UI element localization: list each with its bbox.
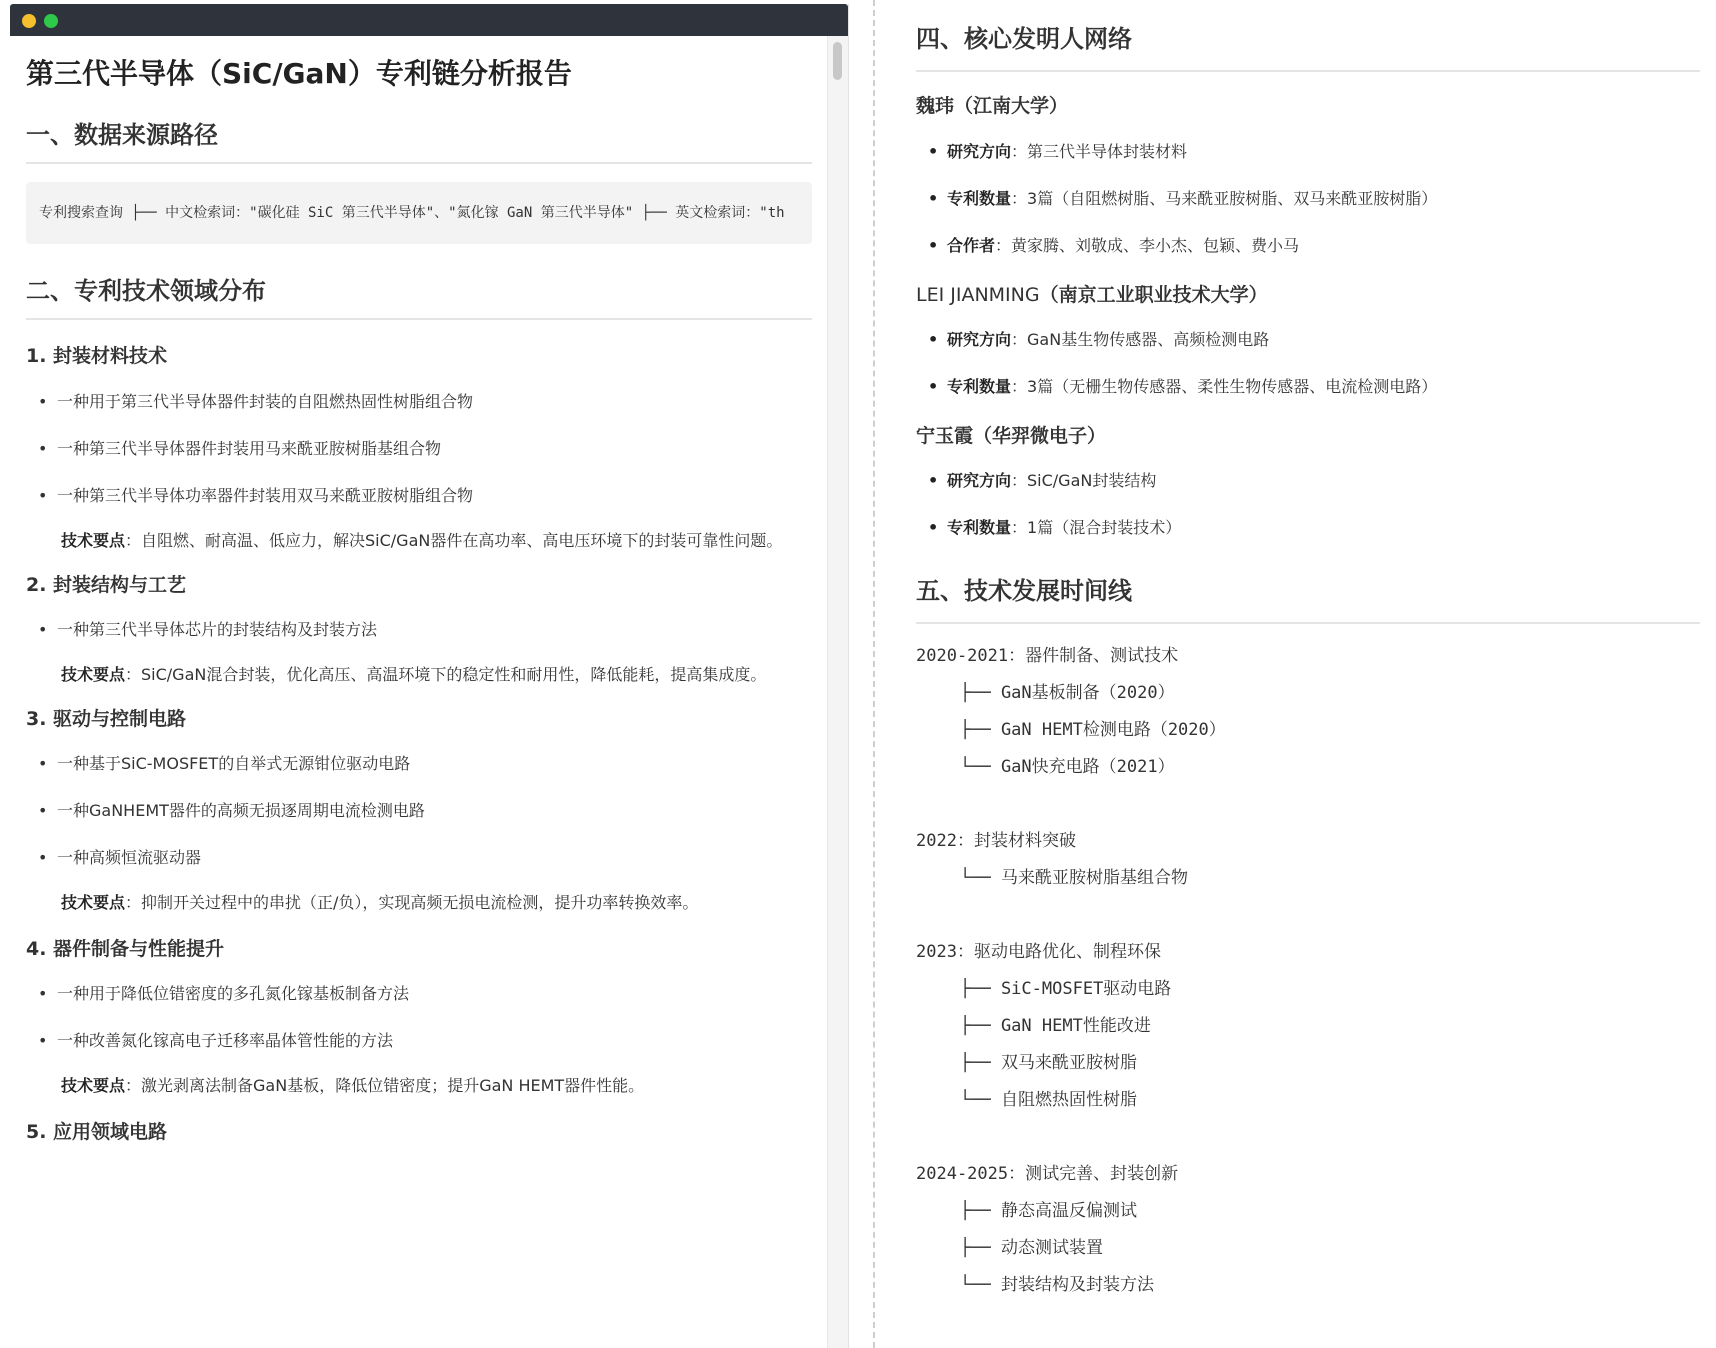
timeline-period-label: 2020-2021：器件制备、测试技术 xyxy=(916,646,1179,666)
section-heading-inventor-network: 四、核心发明人网络 xyxy=(916,22,1700,72)
inventor-name: 魏玮（江南大学） xyxy=(916,95,1069,117)
zoom-button[interactable] xyxy=(44,14,58,28)
tech-note: 技术要点：SiC/GaN混合封装，优化高压、高温环境下的稳定性和耐用性，降低能耗，提高集成度。 xyxy=(61,665,767,684)
section-heading-tech-distribution: 二、专利技术领域分布 xyxy=(26,274,812,320)
section-heading-timeline: 五、技术发展时间线 xyxy=(916,574,1700,624)
timeline-period-label: 2022：封装材料突破 xyxy=(916,831,1076,851)
tech-note: 技术要点：抑制开关过程中的串扰（正/负），实现高频无损电流检测，提升功率转换效率。 xyxy=(61,893,699,912)
timeline-entry: └── 马来酰亚胺树脂基组合物 xyxy=(960,868,1188,888)
timeline-entry: ├── GaN HEMT性能改进 xyxy=(960,1016,1151,1036)
inventor-name: 宁玉霞（华羿微电子） xyxy=(916,425,1107,447)
tech-note: 技术要点：自阻燃、耐高温、低应力，解决SiC/GaN器件在高功率、高电压环境下的封装可靠性问题。 xyxy=(61,531,783,550)
bullet-list xyxy=(26,982,812,1053)
code-block[interactable] xyxy=(26,182,812,244)
section-heading-data-source: 一、数据来源路径 xyxy=(26,118,812,164)
inventor-name: LEI JIANMING（南京工业职业技术大学） xyxy=(916,284,1268,306)
timeline-period-label: 2024-2025：测试完善、封装创新 xyxy=(916,1164,1179,1184)
inventor-details xyxy=(916,328,1700,399)
code-block-text: 专利搜索查询 ├── 中文检索词："碳化硅 SiC 第三代半导体"、"氮化镓 GaN 第三代半导体" ├── 英文检索词："th xyxy=(39,205,785,221)
timeline-entry: └── GaN快充电路（2021） xyxy=(960,757,1175,777)
bullet-list xyxy=(26,390,812,508)
timeline-period-label: 2023：驱动电路优化、制程环保 xyxy=(916,942,1161,962)
timeline-period xyxy=(916,934,1700,1119)
list-item: • 一种高频恒流驱动器 xyxy=(26,846,812,870)
list-item: • 研究方向：GaN基生物传感器、高频检测电路 xyxy=(916,328,1700,352)
timeline-entry: ├── 双马来酰亚胺树脂 xyxy=(960,1053,1137,1073)
list-item: • 一种GaNHEMT器件的高频无损逐周期电流检测电路 xyxy=(26,799,812,823)
bullet-list xyxy=(26,752,812,870)
subsection-title-drive-control: 3. 驱动与控制电路 xyxy=(26,708,187,730)
list-item: • 研究方向：SiC/GaN封装结构 xyxy=(916,469,1700,493)
timeline xyxy=(916,638,1700,1304)
timeline-period xyxy=(916,1156,1700,1304)
document-scroll-area[interactable] xyxy=(10,36,848,1348)
timeline-entry: ├── 动态测试装置 xyxy=(960,1238,1103,1258)
list-item: • 一种第三代半导体芯片的封装结构及封装方法 xyxy=(26,618,812,642)
list-item: • 一种用于降低位错密度的多孔氮化镓基板制备方法 xyxy=(26,982,812,1006)
inventor-details xyxy=(916,469,1700,540)
inventor-details xyxy=(916,140,1700,258)
timeline-entry: ├── 静态高温反偏测试 xyxy=(960,1201,1137,1221)
timeline-entry: ├── GaN HEMT检测电路（2020） xyxy=(960,720,1226,740)
right-document-pane xyxy=(916,22,1700,1304)
timeline-entry: └── 封装结构及封装方法 xyxy=(960,1275,1154,1295)
list-item: • 一种第三代半导体功率器件封装用双马来酰亚胺树脂组合物 xyxy=(26,484,812,508)
list-item: • 一种第三代半导体器件封装用马来酰亚胺树脂基组合物 xyxy=(26,437,812,461)
tech-note: 技术要点：激光剥离法制备GaN基板，降低位错密度；提升GaN HEMT器件性能。 xyxy=(61,1076,645,1095)
list-item: • 研究方向：第三代半导体封装材料 xyxy=(916,140,1700,164)
timeline-entry: └── 自阻燃热固性树脂 xyxy=(960,1090,1137,1110)
timeline-period xyxy=(916,638,1700,786)
timeline-entry: ├── GaN基板制备（2020） xyxy=(960,683,1175,703)
left-document-window xyxy=(10,4,849,1348)
subsection-title-application-circuits: 5. 应用领域电路 xyxy=(26,1121,168,1143)
subsection-title-packaging-structure: 2. 封装结构与工艺 xyxy=(26,574,187,596)
list-item: • 专利数量：3篇（无栅生物传感器、柔性生物传感器、电流检测电路） xyxy=(916,375,1700,399)
pane-divider xyxy=(873,0,875,1348)
list-item: • 一种改善氮化镓高电子迁移率晶体管性能的方法 xyxy=(26,1029,812,1053)
timeline-period xyxy=(916,823,1700,897)
list-item: • 专利数量：3篇（自阻燃树脂、马来酰亚胺树脂、双马来酰亚胺树脂） xyxy=(916,187,1700,211)
subsection-title-packaging-materials: 1. 封装材料技术 xyxy=(26,345,168,367)
page-title: 第三代半导体（SiC/GaN）专利链分析报告 xyxy=(26,57,572,90)
list-item: • 专利数量：1篇（混合封装技术） xyxy=(916,516,1700,540)
window-titlebar xyxy=(10,4,848,36)
timeline-entry: ├── SiC-MOSFET驱动电路 xyxy=(960,979,1172,999)
list-item: • 一种基于SiC-MOSFET的自举式无源钳位驱动电路 xyxy=(26,752,812,776)
list-item: • 一种用于第三代半导体器件封装的自阻燃热固性树脂组合物 xyxy=(26,390,812,414)
bullet-list xyxy=(26,618,812,642)
list-item: • 合作者：黄家腾、刘敬成、李小杰、包颖、费小马 xyxy=(916,234,1700,258)
subsection-title-device-fabrication: 4. 器件制备与性能提升 xyxy=(26,938,225,960)
minimize-button[interactable] xyxy=(22,14,36,28)
